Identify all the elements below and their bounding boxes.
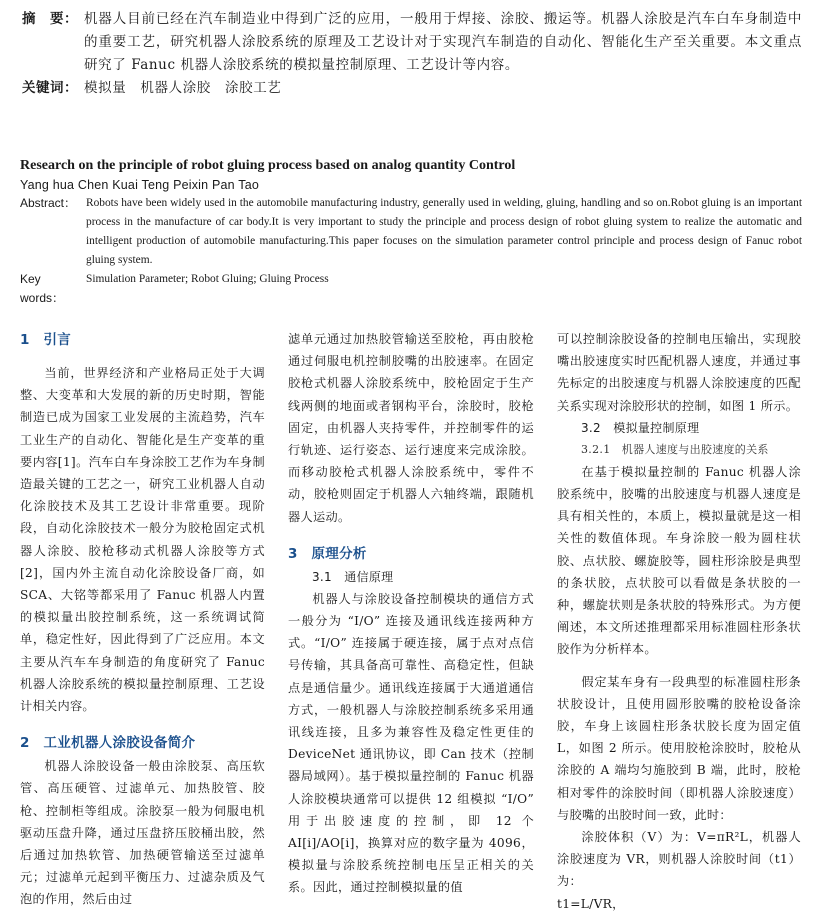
english-authors: Yang hua Chen Kuai Teng Peixin Pan Tao xyxy=(20,178,260,192)
subsection-heading-analog-control: 3.2 模拟量控制原理 xyxy=(581,420,700,435)
english-abstract-text: Robots have been widely used in the automobile manufacturing industry, generally used in welding, gluing, handling and so on.Robot gluing is an important process in the manufacture of car body.It is very important to study the principle and process design of robot gluing system to realize the automatic and intelligent production of automobile manufacturing.This paper focuses on the simulation parameter control principle and process design of Fanuc robot gluing system. xyxy=(86,197,802,266)
body-column-3 xyxy=(557,328,801,915)
section-heading-introduction: 1 引言 xyxy=(20,332,72,348)
communication-paragraph-continued: 可以控制涂胶设备的控制电压输出，实现胶嘴出胶速度实时匹配机器人速度，并通过事先标定的出胶速度与机器人涂胶速度的匹配关系实现对涂胶形状的控制，如图 1 所示。 xyxy=(557,332,801,413)
subsection-heading-communication: 3.1 通信原理 xyxy=(312,569,394,584)
equipment-paragraph: 机器人涂胶设备一般由涂胶泵、高压软管、高压硬管、过滤单元、加热胶管、胶枪、控制柜等组成。涂胶泵一般为伺服电机驱动压盘升降，通过压盘挤压胶桶出胶，然后通过加热软管、加热硬管输送至过滤单元；过滤单元起到平衡压力、过滤杂质及气泡的作用，然后由过 xyxy=(20,759,265,907)
keywords-row xyxy=(22,77,802,100)
speed-relation-paragraph-3: 涂胶体积（V）为：V=πR²L，机器人涂胶速度为 VR，则机器人涂胶时间（t1）为： xyxy=(557,830,801,889)
abstract-text: 机器人目前已经在汽车制造业中得到广泛的应用，一般用于焊接、涂胶、搬运等。机器人涂胶是汽车白车身制造中的重要工艺，研究机器人涂胶系统的原理及工艺设计对于实现汽车制造的自动化、智能化生产至关重要。本文重点研究了 Fanuc 机器人涂胶系统的模拟量控制原理、工艺设计等内容。 xyxy=(84,11,802,73)
chinese-abstract xyxy=(22,8,802,100)
english-abstract-label: Abstract： xyxy=(20,196,77,210)
keywords-text: 模拟量 机器人涂胶 涂胶工艺 xyxy=(84,80,282,96)
section-heading-equipment: 2 工业机器人涂胶设备简介 xyxy=(20,735,196,752)
body-column-1 xyxy=(20,328,265,911)
english-keywords-text: Simulation Parameter; Robot Gluing; Gluing Process xyxy=(86,273,329,285)
english-title: Research on the principle of robot gluing process based on analog quantity Control xyxy=(20,158,516,173)
english-abstract-row xyxy=(20,194,802,270)
english-abstract xyxy=(20,156,802,308)
communication-paragraph: 机器人与涂胶设备控制模块的通信方式一般分为 “I/O” 连接及通讯线连接两种方式。“I/O” 连接属于硬连接，属于点对点信号传输，其具备高可靠性、高稳定性，但缺点是通信量少。通讯线连接属于大通道通信方式，一般机器人与涂胶控制系统多采用通讯线连接，且多为兼容性及稳定性更佳的 DeviceNet 通讯协议，即 Can 技术（控制器局域网）。基于模拟量控制的 Fanuc 机器人涂胶模块通常可以提供 12 组模拟 “I/O” 用于出胶速度的控制，即 12 个 AI[i]/AO[i]，换算对应的数字量为 4096，模拟量与涂胶系统控制电压呈正相关的关系。因此，通过控制模拟量的值 xyxy=(288,591,534,895)
subsubsection-heading-speed-relation: 3.2.1 机器人速度与出胶速度的关系 xyxy=(581,442,769,456)
introduction-paragraph: 当前，世界经济和产业格局正处于大调整、大变革和大发展的新的历史时期，智能制造已成为国家工业发展的主流趋势，汽车工业生产的自动化、智能化是生产变革的重要内容[1]。汽车白车身涂胶工艺作为车身制造最关键的工艺之一，研究工业机器人自动化涂胶技术及其工艺设计非常重要。现阶段，自动化涂胶技术一般分为胶枪固定式机器人涂胶、胶枪移动式机器人涂胶等方式[2]，国内外主流自动化涂胶设备厂商，如 SCA、大铭等都采用了 Fanuc 机器人内置的模拟量出胶控制系统，这一系统调试简单，稳定性好，因此得到了广泛应用。本文主要从汽车车身制造的角度研究了 Fanuc 机器人涂胶系统的模拟量控制原理、工艺设计相关内容。 xyxy=(20,366,265,714)
time-formula: t1=L/VR， xyxy=(557,896,625,911)
abstract-row xyxy=(22,8,802,77)
english-keywords-row xyxy=(20,270,802,308)
abstract-label: 摘 要： xyxy=(22,11,78,27)
section-heading-principle: 3 原理分析 xyxy=(288,545,367,562)
speed-relation-paragraph-1: 在基于模拟量控制的 Fanuc 机器人涂胶系统中，胶嘴的出胶速度与机器人速度是具有相关性的，本质上，模拟量就是这一相关性的数值体现。车身涂胶一般为圆柱状胶、点状胶、螺旋胶等，圆柱形涂胶是典型的条状胶，点状胶可以看做是条状胶的一种，螺旋状则是条状胶的特殊形式。为方便阐述，本文所述推理都采用标准圆柱形条状胶作为分析样本。 xyxy=(557,464,801,657)
equipment-paragraph-continued: 滤单元通过加热胶管输送至胶枪，再由胶枪通过伺服电机控制胶嘴的出胶速率。在固定胶枪式机器人涂胶系统中，胶枪固定于生产线两侧的地面或者钢构平台，涂胶时，胶枪固定，由机器人夹持零件，并控制零件的运行轨迹、运行姿态、运行速度来完成涂胶。而移动胶枪式机器人涂胶系统中，零件不动，胶枪则固定于机器人六轴终端，跟随机器人运动。 xyxy=(288,332,534,524)
keywords-label: 关键词： xyxy=(22,80,78,96)
speed-relation-paragraph-2: 假定某车身有一段典型的标准圆柱形条状胶设计，且使用圆形胶嘴的胶枪设备涂胶，车身上该圆柱形条状胶长度为固定值 L，如图 2 所示。使用胶枪涂胶时，胶枪从涂胶的 A 端均匀施胶到 B 端，此时，胶枪相对零件的涂胶时间（即机器人涂胶速度）与胶嘴的出胶时间一致，此时： xyxy=(557,674,801,822)
body-column-2 xyxy=(288,328,534,899)
english-keywords-label: Key words： xyxy=(20,272,65,305)
